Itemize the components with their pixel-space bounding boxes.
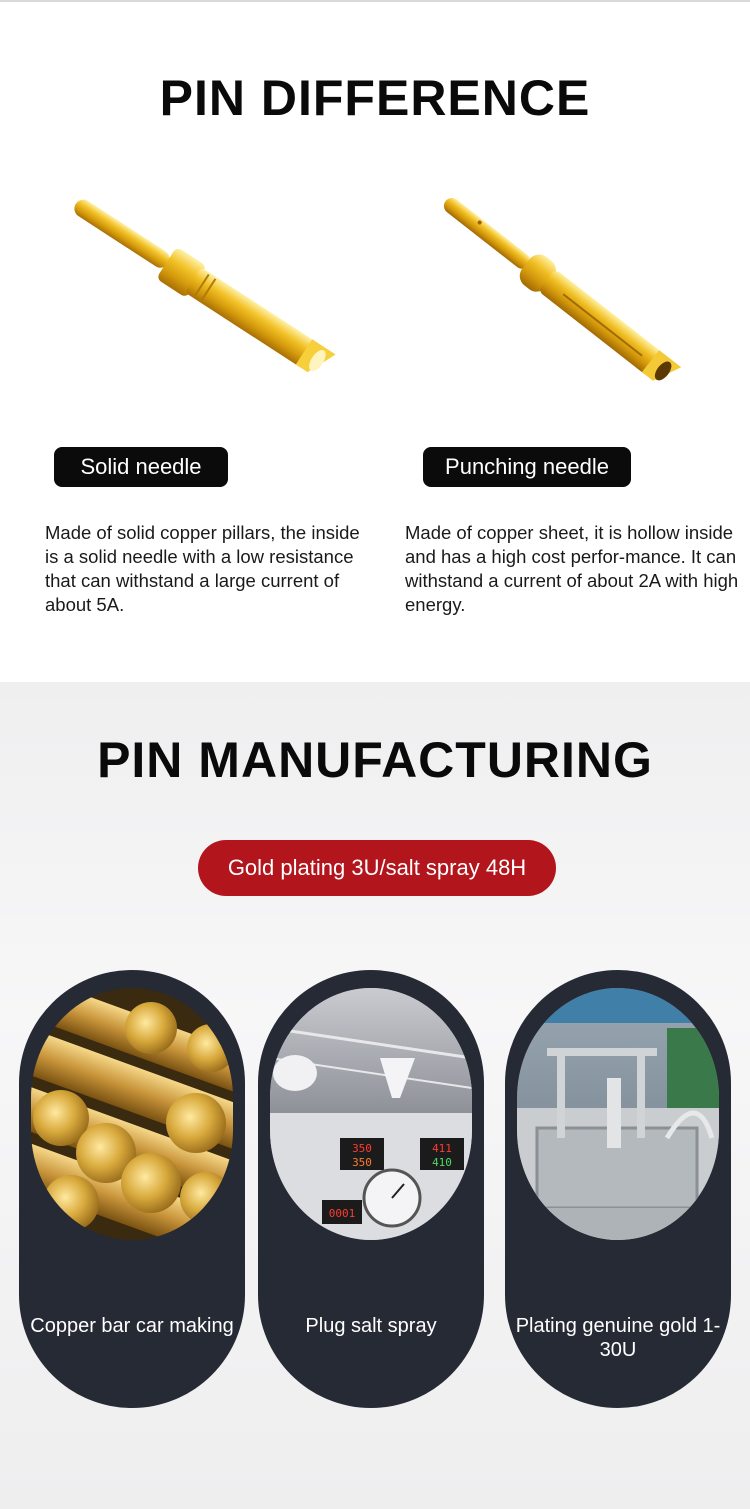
copper-bar-label: Copper bar car making	[30, 1315, 234, 1337]
copper-bars-photo	[31, 988, 233, 1240]
salt-spray-label: Plug salt spray	[305, 1315, 437, 1337]
salt-spray-machine-photo	[270, 988, 472, 1240]
plating-label: Plating genuine gold 1-30U	[515, 1315, 721, 1361]
pin-difference-title: PIN DIFFERENCE	[159, 70, 591, 126]
gold-plating-badge: Gold plating 3U/salt spray 48H	[198, 840, 556, 896]
plating-line-photo	[517, 988, 719, 1240]
pin-manufacturing-title: PIN MANUFACTURING	[97, 732, 653, 788]
svg-text:350: 350	[352, 1156, 372, 1169]
process-card-copper-bar	[19, 970, 245, 1408]
svg-text:350: 350	[352, 1142, 372, 1155]
top-divider	[0, 0, 750, 2]
svg-text:410: 410	[432, 1156, 452, 1169]
process-card-plating	[505, 970, 731, 1408]
punching-needle-image	[395, 160, 695, 410]
solid-needle-description: Made of solid copper pillars, the inside is a solid needle with a low resistance that can withstand a large current of about 5A.	[45, 522, 360, 615]
svg-text:0001: 0001	[328, 1207, 356, 1220]
process-card-salt-spray	[258, 970, 484, 1408]
solid-needle-label: Solid needle	[54, 447, 228, 487]
svg-text:411: 411	[432, 1142, 452, 1155]
punching-needle-description: Made of copper sheet, it is hollow inside and has a high cost perfor-mance. It can withstand a current of about 2A with high energy.	[405, 522, 739, 615]
solid-needle-image	[40, 160, 340, 410]
punching-needle-label: Punching needle	[423, 447, 631, 487]
